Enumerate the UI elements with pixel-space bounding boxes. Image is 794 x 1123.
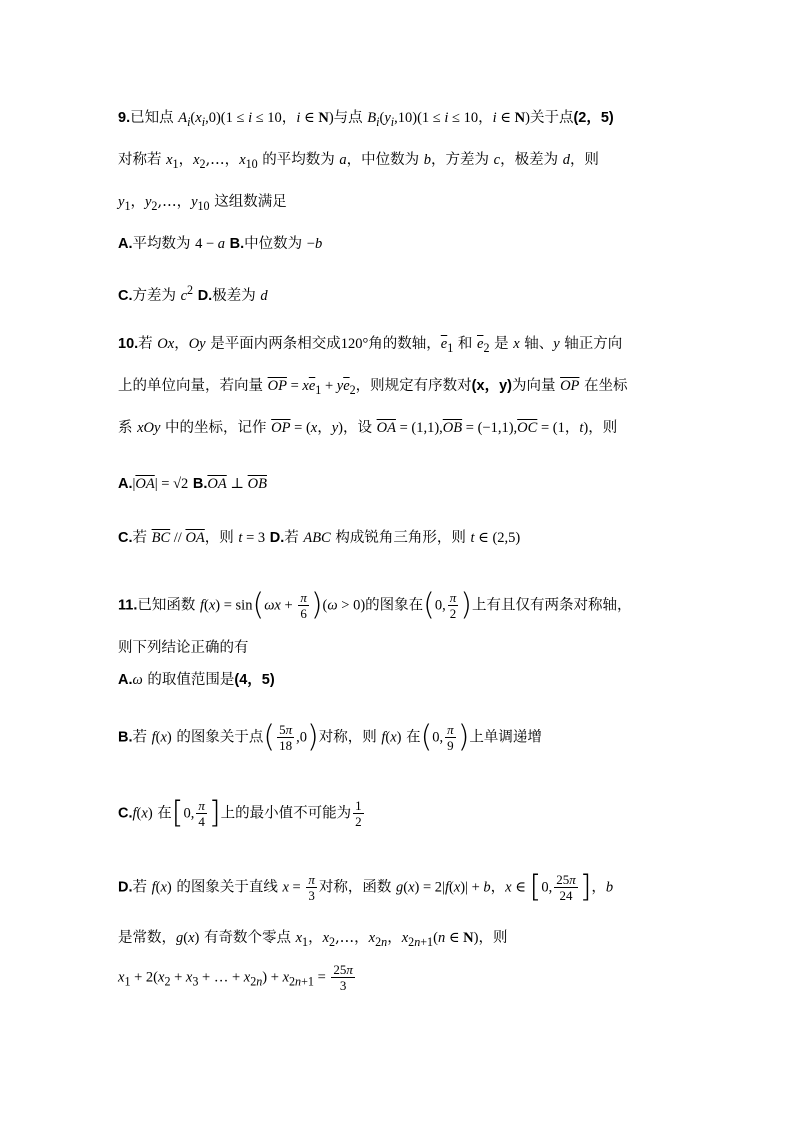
q9-option-ab: A.平均数为 4 − a B.中位数为 −b bbox=[118, 236, 323, 252]
q10-line-1: 10.若 Ox，Oy 是平面内两条相交成120°角的数轴，$\overline{e}_1$ 和 $\overline{e}_2$ 是 x 轴、y 轴正方向 bbox=[118, 336, 623, 355]
q11-option-d-line-3: $x_1 + 2(x_2 + x_3$ + … + $x_{2n}) + x_{2n+1}$ = $\frac{25\pi}{3}$ bbox=[118, 962, 353, 993]
q9-line-1: 9.已知点 $A_i(x_i,0)(1 \le i \le 10$，i ∈ N)与点 $B_i(y_i,10)(1 \le i \le 10$，i ∈ N)关于点(2，5) bbox=[118, 110, 614, 129]
q11-line-1: 11.已知函数 f(x) = sin(ωx + $\frac{\pi}{6}$ )(ω > 0)的图象在(0, $\frac{\pi}{2}$ )上有且仅有两条对称轴， bbox=[118, 587, 632, 623]
q10-option-ab: $A.|\overline{OA}| = √2$ $B.\overline{OA}$ ⊥ $\overline{OB}$ bbox=[118, 476, 267, 492]
q11-option-b: B.若 f(x) 的图象关于点( $\frac{5\pi}{18}$ ,0)对称，则 f(x) 在(0, $\frac{\pi}{9}$ )上单调递增 bbox=[118, 719, 542, 755]
q10-line-2: 上的单位向量，若向量 $\overline{OP} = x\overline{e}_1 + y\overline{e}_2$，则规定有序数对(x，y)为向量 $\overline{OP}$ 在坐标 bbox=[118, 378, 628, 397]
q11-option-d-line-1: D.若 f(x) 的图象关于直线 x = $\frac{\pi}{3}$ 对称，函数 g(x) = 2|f(x)| + b，x ∈ [0, $\frac{25\pi}{24}$ ]，b bbox=[118, 869, 614, 905]
q9-line-3: $y_1$，$y_2,\dots$，$y_{10}$ 这组数满足 bbox=[118, 194, 287, 213]
q10-option-cd: C.若 $\overline{BC} // \overline{OA}$，则 t = 3 D.若 ABC 构成锐角三角形，则 t ∈ (2,5) bbox=[118, 530, 521, 546]
q9-line-2: 对称若 $x_1$，$x_2,\dots$，$x_{10}$ 的平均数为 a，中位数为 b，方差为 c，极差为 d，则 bbox=[118, 152, 599, 171]
q11-option-a: A.ω 的取值范围是(4，5) bbox=[118, 672, 275, 688]
q11-option-c: C.f(x) 在[0, $\frac{\pi}{4}$ ]上的最小值不可能为 $\frac{1}{2}$ bbox=[118, 795, 362, 831]
q9-l1-text bbox=[0, 0, 1, 1]
q9-option-cd: C.方差为 $c^2$ D.极差为 d bbox=[118, 283, 268, 304]
q11-option-d-line-2: 是常数，g(x) 有奇数个零点 $x_1$，$x_2,\dots$，$x_{2n}$，$x_{2n+1}(n$ ∈ N)，则 bbox=[118, 930, 508, 949]
q10-line-3: 系 xOy 中的坐标，记作 $\overline{OP} = (x$，y)，设 $\overline{OA} = (1,1),\overline{OB} = (-1,1),\overline{OC} = (1$，t)，则 bbox=[118, 420, 618, 436]
q11-line-2: 则下列结论正确的有 bbox=[118, 640, 249, 656]
